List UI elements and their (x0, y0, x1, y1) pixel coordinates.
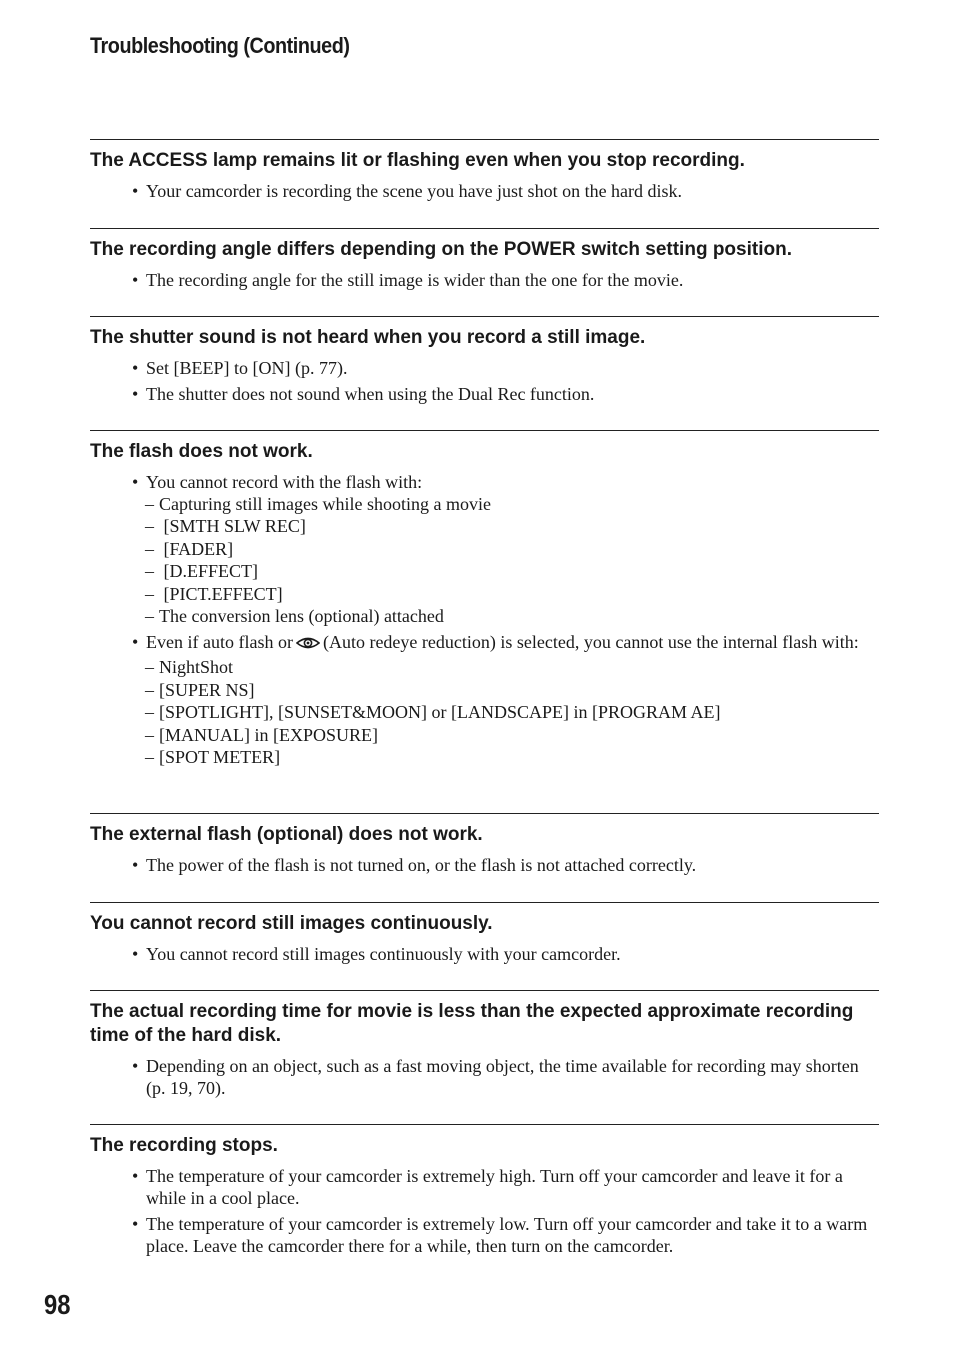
list-item-text: (Auto redeye reduction) is selected, you cannot use the internal flash with: (322, 632, 859, 653)
item-list (90, 1055, 879, 1099)
list-item: • The shutter does not sound when using the Dual Rec function. (146, 383, 879, 405)
sub-item: – [FADER] (145, 538, 234, 559)
section-shutter-sound (90, 316, 879, 430)
list-item: • You cannot record still images continuously with your camcorder. (146, 943, 879, 965)
sub-list (145, 493, 879, 627)
section-heading: The recording angle differs depending on the POWER switch setting position. (90, 239, 792, 260)
list-item: • Your camcorder is recording the scene you have just shot on the hard disk. (146, 180, 879, 202)
item-list (90, 180, 879, 202)
section-heading: The actual recording time for movie is less than the expected approximate recording time of the hard disk. (90, 1001, 854, 1046)
section-heading: The flash does not work. (90, 441, 313, 462)
section-heading: The recording stops. (90, 1135, 278, 1156)
sub-list (145, 656, 879, 768)
troubleshooting-content (90, 139, 879, 1274)
section-heading: The shutter sound is not heard when you record a still image. (90, 327, 646, 348)
list-item: • Depending on an object, such as a fast moving object, the time available for recording may shorten (p. 19, 70). (146, 1055, 879, 1099)
item-list (90, 471, 879, 768)
section-external-flash (90, 813, 879, 902)
sub-item: – NightShot (145, 657, 234, 678)
list-item: • Set [BEEP] to [ON] (p. 77). (146, 357, 879, 379)
page-header-title: Troubleshooting (Continued) (90, 33, 350, 58)
item-list (90, 357, 879, 405)
sub-item: – [SMTH SLW REC] (145, 516, 306, 537)
sub-item: – [SPOTLIGHT], [SUNSET&MOON] or [LANDSCAPE] in [PROGRAM AE] (145, 702, 721, 723)
list-item (146, 631, 879, 768)
section-recording-time (90, 990, 879, 1124)
section-access-lamp (90, 139, 879, 228)
section-continuous (90, 902, 879, 990)
sub-item: – The conversion lens (optional) attached (145, 606, 444, 627)
section-recording-stops (90, 1124, 879, 1274)
page-number: 98 (44, 1289, 71, 1320)
item-list (90, 943, 879, 965)
list-item: • The temperature of your camcorder is extremely high. Turn off your camcorder and leave it for a while in a cool place. (146, 1165, 879, 1209)
list-item: • The power of the flash is not turned on, or the flash is not attached correctly. (146, 854, 879, 876)
sub-item: – Capturing still images while shooting a movie (145, 494, 491, 514)
list-item: • The recording angle for the still image is wider than the one for the movie. (146, 269, 879, 291)
list-item (146, 471, 879, 627)
section-heading: The ACCESS lamp remains lit or flashing even when you stop recording. (90, 150, 745, 171)
sub-item: – [PICT.EFFECT] (145, 583, 283, 604)
sub-item: – [MANUAL] in [EXPOSURE] (145, 724, 378, 745)
item-list (90, 854, 879, 876)
section-flash (90, 430, 879, 813)
sub-item: – [SPOT METER] (145, 747, 281, 768)
section-heading: You cannot record still images continuously. (90, 913, 493, 934)
list-item: • The temperature of your camcorder is extremely low. Turn off your camcorder and take it to a warm place. Leave the camcorder there for a while, then turn on the camcorder. (146, 1213, 879, 1257)
list-item-text: Even if auto flash or (146, 632, 293, 653)
section-recording-angle (90, 228, 879, 316)
redeye-icon (296, 634, 320, 656)
sub-item: – [SUPER NS] (145, 679, 255, 700)
section-heading: The external flash (optional) does not work. (90, 824, 483, 845)
item-list (90, 1165, 879, 1257)
sub-item: – [D.EFFECT] (145, 561, 258, 582)
list-item-text: You cannot record with the flash with: (146, 472, 423, 492)
item-list (90, 269, 879, 291)
